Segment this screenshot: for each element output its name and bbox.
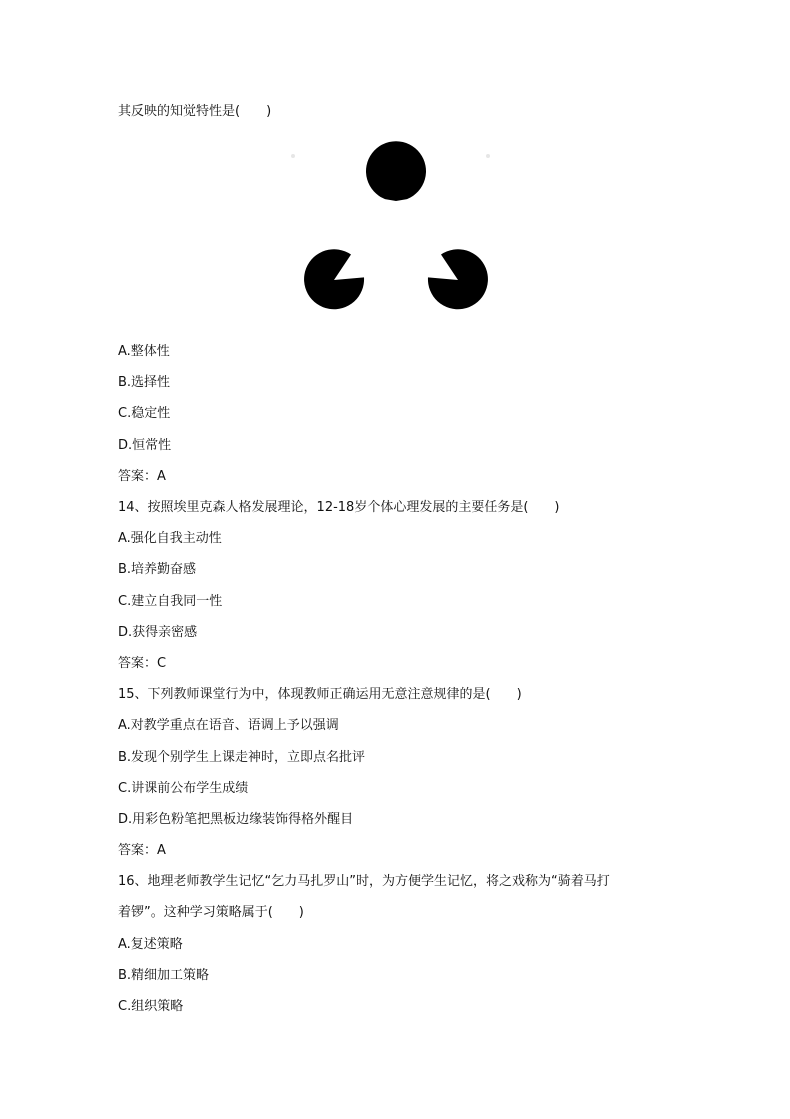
q14-option-c: C.建立自我同一性: [118, 594, 223, 609]
q15-option-b: B.发现个别学生上课走神时，立即点名批评: [118, 750, 366, 765]
q16-option-a: A.复述策略: [118, 937, 183, 952]
q14-question: 14、按照埃里克森人格发展理论，12-18岁个体心理发展的主要任务是( ): [118, 500, 560, 515]
prompt-text: 其反映的知觉特性是( ): [118, 104, 272, 119]
faint-mark-left: [291, 154, 295, 158]
q14-option-a: A.强化自我主动性: [118, 531, 222, 546]
q14-option-b: B.培养勤奋感: [118, 562, 197, 577]
q15-answer: 答案：A: [118, 843, 166, 858]
q15-question: 15、下列教师课堂行为中，体现教师正确运用无意注意规律的是( ): [118, 687, 522, 702]
q13-option-d: D.恒常性: [118, 438, 172, 453]
q16-question-line2: 着锣”。这种学习策略属于( ): [118, 905, 304, 920]
bottom-right-pacman-shape: [428, 249, 488, 309]
q14-answer: 答案：C: [118, 656, 167, 671]
q15-option-d: D.用彩色粉笔把黑板边缘装饰得格外醒目: [118, 812, 354, 827]
kanizsa-triangle-figure: [280, 140, 510, 320]
q13-answer: 答案：A: [118, 469, 166, 484]
pacman-circles-image: [280, 140, 510, 320]
q15-option-c: C.讲课前公布学生成绩: [118, 781, 249, 796]
faint-mark-right: [486, 154, 490, 158]
top-pacman-shape: [366, 141, 426, 201]
q13-option-c: C.稳定性: [118, 406, 171, 421]
q16-option-b: B.精细加工策略: [118, 968, 210, 983]
q13-option-a: A.整体性: [118, 344, 170, 359]
bottom-left-pacman-shape: [304, 249, 364, 309]
q14-option-d: D.获得亲密感: [118, 625, 198, 640]
q13-option-b: B.选择性: [118, 375, 171, 390]
q15-option-a: A.对教学重点在语音、语调上予以强调: [118, 718, 339, 733]
q16-question-line1: 16、地理老师教学生记忆“乞力马扎罗山”时，为方便学生记忆，将之戏称为“骑着马打: [118, 874, 610, 889]
q16-option-c: C.组织策略: [118, 999, 184, 1014]
